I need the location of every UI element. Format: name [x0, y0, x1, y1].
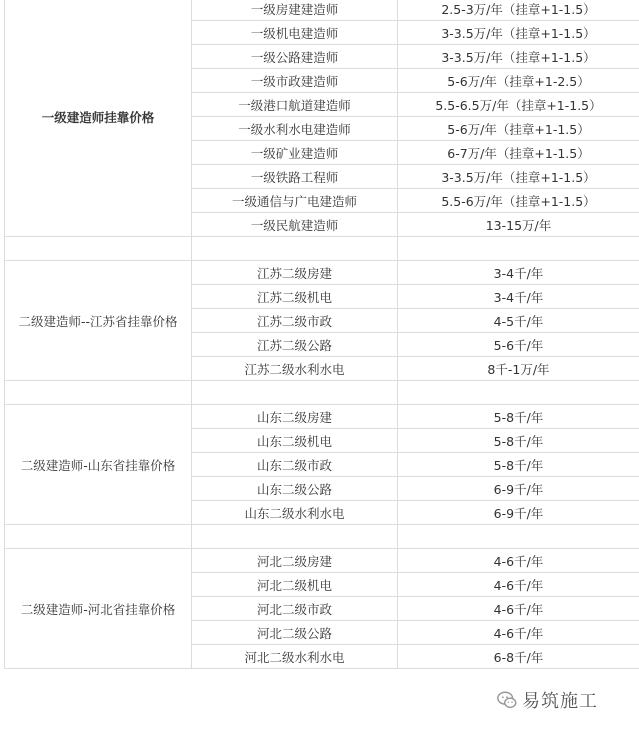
- price-table-body: [5, 0, 639, 669]
- price-cell: 5-8千/年: [398, 429, 639, 453]
- qualification-cell: 一级港口航道建造师: [192, 93, 398, 117]
- category-cell: 二级建造师--江苏省挂靠价格: [5, 261, 192, 381]
- qualification-cell: 山东二级水利水电: [192, 501, 398, 525]
- price-cell: 5-6千/年: [398, 333, 639, 357]
- table-row: [5, 0, 639, 21]
- qualification-cell: 山东二级房建: [192, 405, 398, 429]
- qualification-cell: 一级机电建造师: [192, 21, 398, 45]
- table-row: [5, 405, 639, 429]
- qualification-cell: 河北二级房建: [192, 549, 398, 573]
- price-cell: 4-6千/年: [398, 573, 639, 597]
- price-cell: 4-6千/年: [398, 621, 639, 645]
- price-cell: 5-8千/年: [398, 405, 639, 429]
- price-cell: 5-8千/年: [398, 453, 639, 477]
- spacer-row: [5, 525, 639, 549]
- qualification-cell: 一级民航建造师: [192, 213, 398, 237]
- price-cell: 6-9千/年: [398, 501, 639, 525]
- qualification-cell: 山东二级市政: [192, 453, 398, 477]
- price-cell: 3-4千/年: [398, 285, 639, 309]
- price-cell: 6-7万/年（挂章+1-1.5）: [398, 141, 639, 165]
- price-cell: 5-6万/年（挂章+1-2.5）: [398, 69, 639, 93]
- qualification-cell: 江苏二级水利水电: [192, 357, 398, 381]
- qualification-cell: 一级水利水电建造师: [192, 117, 398, 141]
- qualification-cell: 一级市政建造师: [192, 69, 398, 93]
- price-cell: 4-5千/年: [398, 309, 639, 333]
- price-cell: 8千-1万/年: [398, 357, 639, 381]
- empty-cell: [398, 381, 639, 405]
- qualification-cell: 一级铁路工程师: [192, 165, 398, 189]
- qualification-cell: 山东二级公路: [192, 477, 398, 501]
- qualification-cell: 山东二级机电: [192, 429, 398, 453]
- wechat-icon: [496, 689, 518, 711]
- spacer-row: [5, 381, 639, 405]
- qualification-cell: 江苏二级房建: [192, 261, 398, 285]
- price-cell: 2.5-3万/年（挂章+1-1.5）: [398, 0, 639, 21]
- empty-cell: [5, 525, 192, 549]
- table-row: [5, 261, 639, 285]
- price-cell: 3-3.5万/年（挂章+1-1.5）: [398, 45, 639, 69]
- empty-cell: [5, 381, 192, 405]
- qualification-cell: 一级公路建造师: [192, 45, 398, 69]
- qualification-cell: 一级房建建造师: [192, 0, 398, 21]
- price-cell: 4-6千/年: [398, 549, 639, 573]
- spacer-row: [5, 237, 639, 261]
- qualification-cell: 一级矿业建造师: [192, 141, 398, 165]
- watermark: [492, 682, 636, 718]
- qualification-cell: 河北二级公路: [192, 621, 398, 645]
- price-table: [4, 0, 639, 669]
- price-cell: 5.5-6万/年（挂章+1-1.5）: [398, 189, 639, 213]
- empty-cell: [398, 525, 639, 549]
- qualification-cell: 河北二级水利水电: [192, 645, 398, 669]
- empty-cell: [192, 381, 398, 405]
- price-cell: 6-9千/年: [398, 477, 639, 501]
- price-cell: 3-4千/年: [398, 261, 639, 285]
- price-cell: 5-6万/年（挂章+1-1.5）: [398, 117, 639, 141]
- price-cell: 13-15万/年: [398, 213, 639, 237]
- category-cell: 一级建造师挂靠价格: [5, 0, 192, 237]
- table-row: [5, 549, 639, 573]
- qualification-cell: 河北二级市政: [192, 597, 398, 621]
- price-cell: 4-6千/年: [398, 597, 639, 621]
- qualification-cell: 一级通信与广电建造师: [192, 189, 398, 213]
- qualification-cell: 江苏二级公路: [192, 333, 398, 357]
- qualification-cell: 河北二级机电: [192, 573, 398, 597]
- qualification-cell: 江苏二级机电: [192, 285, 398, 309]
- empty-cell: [192, 237, 398, 261]
- category-cell: 二级建造师-山东省挂靠价格: [5, 405, 192, 525]
- empty-cell: [192, 525, 398, 549]
- watermark-text: 易筑施工: [522, 691, 598, 712]
- qualification-cell: 江苏二级市政: [192, 309, 398, 333]
- price-cell: 3-3.5万/年（挂章+1-1.5）: [398, 165, 639, 189]
- empty-cell: [398, 237, 639, 261]
- price-cell: 3-3.5万/年（挂章+1-1.5）: [398, 21, 639, 45]
- empty-cell: [5, 237, 192, 261]
- category-cell: 二级建造师-河北省挂靠价格: [5, 549, 192, 669]
- price-cell: 6-8千/年: [398, 645, 639, 669]
- price-cell: 5.5-6.5万/年（挂章+1-1.5）: [398, 93, 639, 117]
